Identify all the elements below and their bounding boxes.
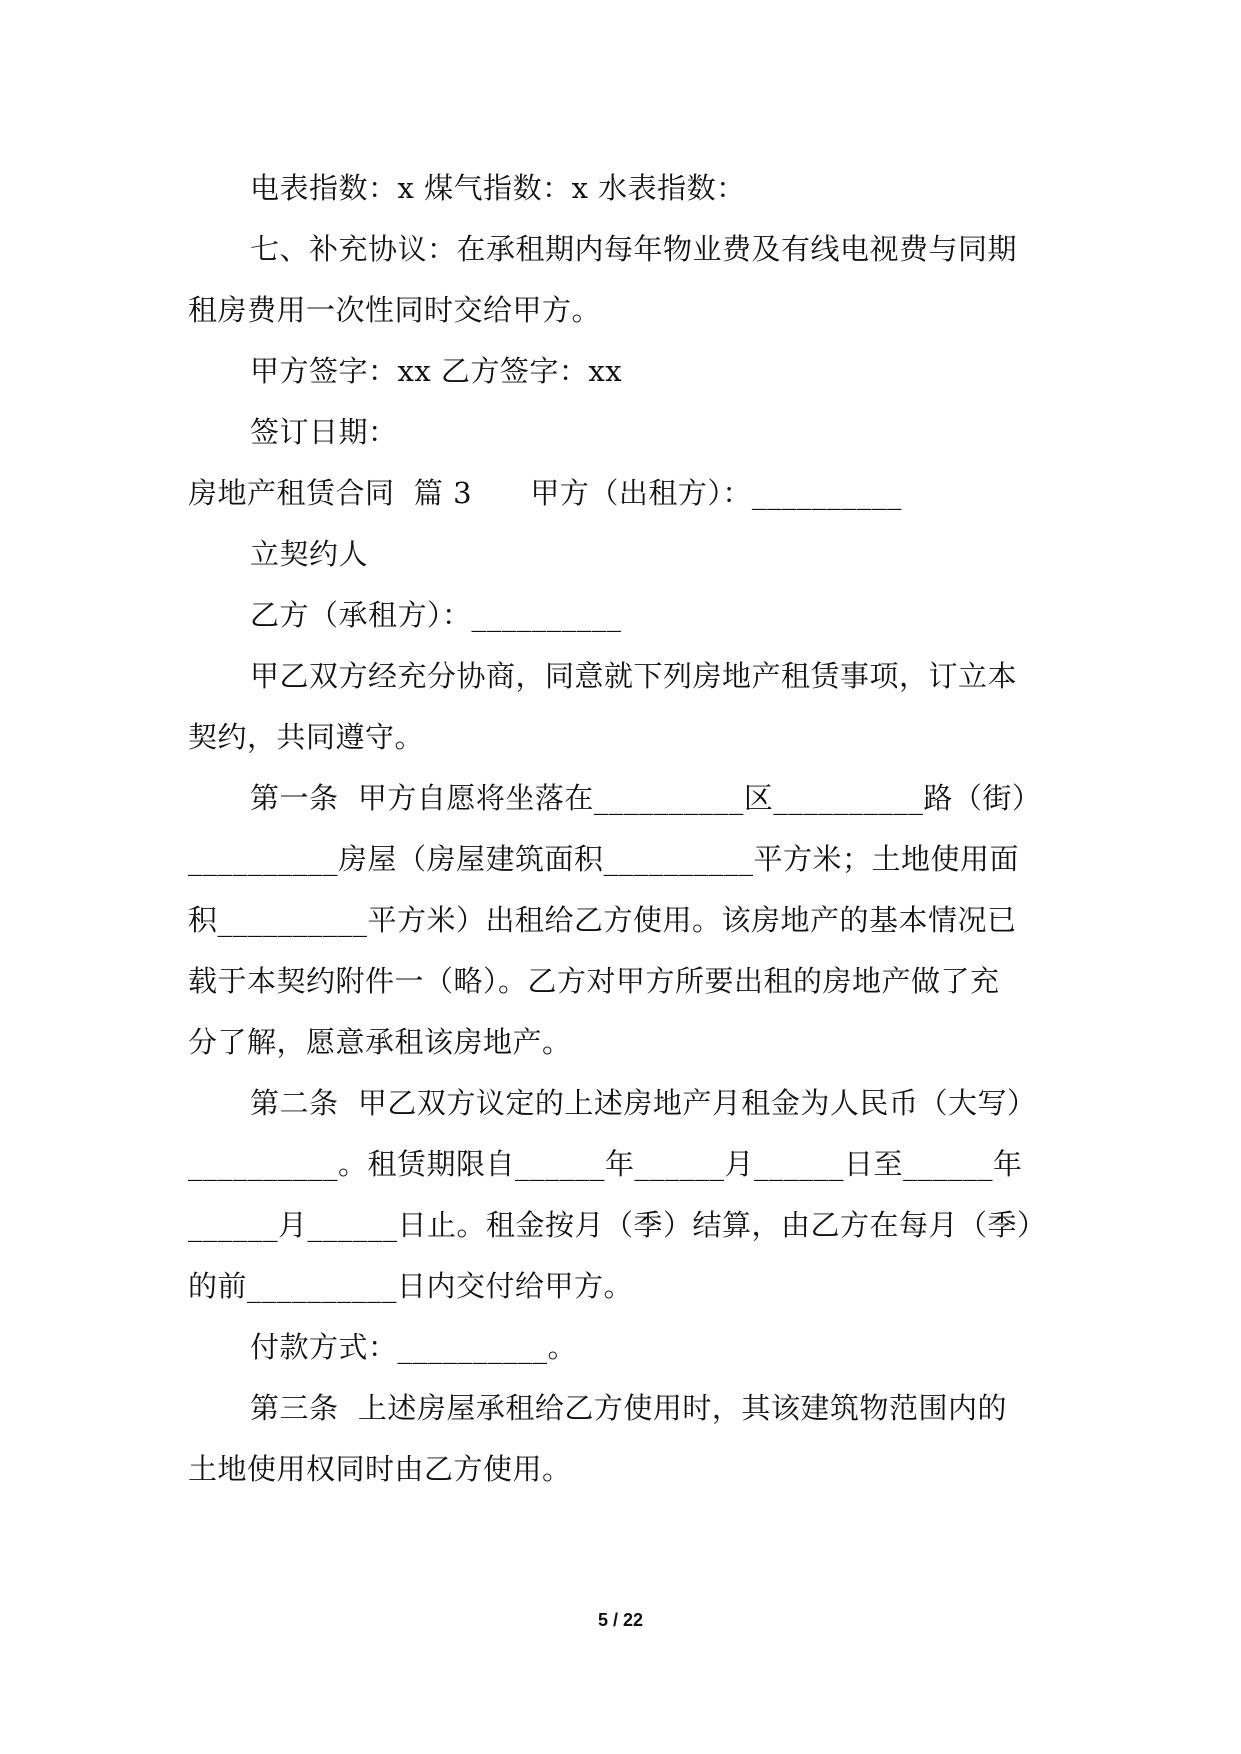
paragraph-line: 乙方（承租方）：__________ [250,598,622,632]
paragraph-line: 土地使用权同时由乙方使用。 [188,1452,572,1486]
paragraph-line: 契约，共同遵守。 [188,720,425,754]
page-number: 5 / 22 [597,1610,644,1630]
paragraph-line: 甲方签字：xx 乙方签字：xx [250,354,623,388]
paragraph-line: 签订日期： [250,415,398,449]
paragraph-line: 电表指数：x 煤气指数：x 水表指数： [250,171,746,205]
paragraph-line: __________。租赁期限自______年______月______日至______年 [188,1147,1023,1181]
paragraph-line: 甲乙双方经充分协商，同意就下列房地产租赁事项，订立本 [250,659,1018,693]
paragraph-line: ______月______日止。租金按月（季）结算，由乙方在每月（季） [188,1208,1047,1242]
paragraph-line: 七、补充协议：在承租期内每年物业费及有线电视费与同期 [250,232,1018,266]
article-one-line: 第一条 甲方自愿将坐落在__________区__________路（街） [250,781,1042,815]
paragraph-line: 载于本契约附件一（略）。乙方对甲方所要出租的房地产做了充 [188,964,1000,998]
paragraph-line: 分了解，愿意承租该房地产。 [188,1025,572,1059]
paragraph-line: 积__________平方米）出租给乙方使用。该房地产的基本情况已 [188,903,1017,937]
paragraph-line: 的前__________日内交付给甲方。 [188,1269,634,1303]
paragraph-line: 租房费用一次性同时交给甲方。 [188,293,602,327]
article-three-line: 第三条 上述房屋承租给乙方使用时，其该建筑物范围内的 [250,1391,1007,1425]
paragraph-line: 立契约人 [250,537,369,571]
section-heading: 房地产租赁合同 篇 3 甲方（出租方）：__________ [188,476,902,510]
document-body [188,158,1060,1500]
article-two-line: 第二条 甲乙双方议定的上述房地产月租金为人民币（大写） [250,1086,1037,1120]
paragraph-line: 付款方式：__________。 [250,1330,578,1364]
paragraph-line: __________房屋（房屋建筑面积__________平方米；土地使用面 [188,842,1020,876]
